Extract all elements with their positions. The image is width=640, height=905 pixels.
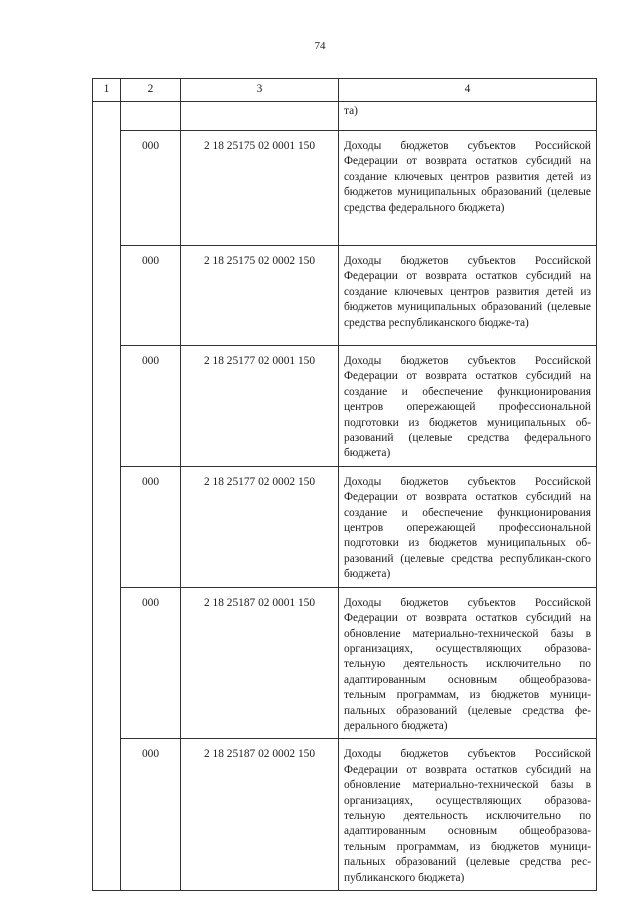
header-col4: 4 — [339, 79, 597, 102]
kbk-cell: 2 18 25177 02 0002 150 — [181, 466, 339, 587]
kbk-cell: 2 18 25175 02 0001 150 — [181, 131, 339, 246]
kbk-cell: 2 18 25175 02 0002 150 — [181, 246, 339, 346]
header-row — [93, 79, 597, 102]
description-cell: Доходы бюджетов субъектов Российской Федерации от возврата остатков субсидий на обновление материально-технической базы в организациях, осуществляющих образова-тельную деятельность исключительно по адаптированным основным общеобразова-тельным программам, из бюджетов муници-пальных образований (целевые средства рес-публиканского бюджета) — [339, 739, 597, 891]
code-cell: 000 — [121, 466, 181, 587]
code-cell: 000 — [121, 131, 181, 246]
continuation-text: та) — [339, 102, 597, 131]
kbk-cell: 2 18 25187 02 0002 150 — [181, 739, 339, 891]
table-row — [93, 346, 597, 467]
col1-merged-cell — [93, 102, 121, 891]
header-col1: 1 — [93, 79, 121, 102]
kbk-cell: 2 18 25187 02 0001 150 — [181, 587, 339, 739]
empty-cell — [181, 102, 339, 131]
table-row — [93, 466, 597, 587]
description-cell: Доходы бюджетов субъектов Российской Федерации от возврата остатков субсидий на обновление материально-технической базы в организациях, осуществляющих образова-тельную деятельность исключительно по адаптированным основным общеобразова-тельным программам, из бюджетов муници-пальных образований (целевые средства фе-дерального бюджета) — [339, 587, 597, 739]
code-cell: 000 — [121, 246, 181, 346]
code-cell: 000 — [121, 346, 181, 467]
table-row — [93, 131, 597, 246]
description-cell: Доходы бюджетов субъектов Российской Федерации от возврата остатков субсидий на создание и обеспечение функционирования центров опережающей профессиональной подготовки из бюджетов муниципальных об-разований (целевые средства федерального бюджета) — [339, 346, 597, 467]
page-number: 74 — [314, 40, 326, 52]
empty-cell — [121, 102, 181, 131]
header-col2: 2 — [121, 79, 181, 102]
description-cell: Доходы бюджетов субъектов Российской Федерации от возврата остатков субсидий на создание и обеспечение функционирования центров опережающей профессиональной подготовки из бюджетов муниципальных об-разований (целевые средства республикан-ского бюджета) — [339, 466, 597, 587]
kbk-cell: 2 18 25177 02 0001 150 — [181, 346, 339, 467]
description-cell: Доходы бюджетов субъектов Российской Федерации от возврата остатков субсидий на создание ключевых центров развития детей из бюджетов муниципальных образований (целевые средства федерального бюджета) — [339, 131, 597, 246]
table-row — [93, 102, 597, 131]
table-row — [93, 246, 597, 346]
header-col3: 3 — [181, 79, 339, 102]
table-row — [93, 739, 597, 891]
budget-table — [92, 78, 597, 891]
code-cell: 000 — [121, 739, 181, 891]
table-row — [93, 587, 597, 739]
description-cell: Доходы бюджетов субъектов Российской Федерации от возврата остатков субсидий на создание ключевых центров развития детей из бюджетов муниципальных образований (целевые средства республиканского бюдже-та) — [339, 246, 597, 346]
code-cell: 000 — [121, 587, 181, 739]
